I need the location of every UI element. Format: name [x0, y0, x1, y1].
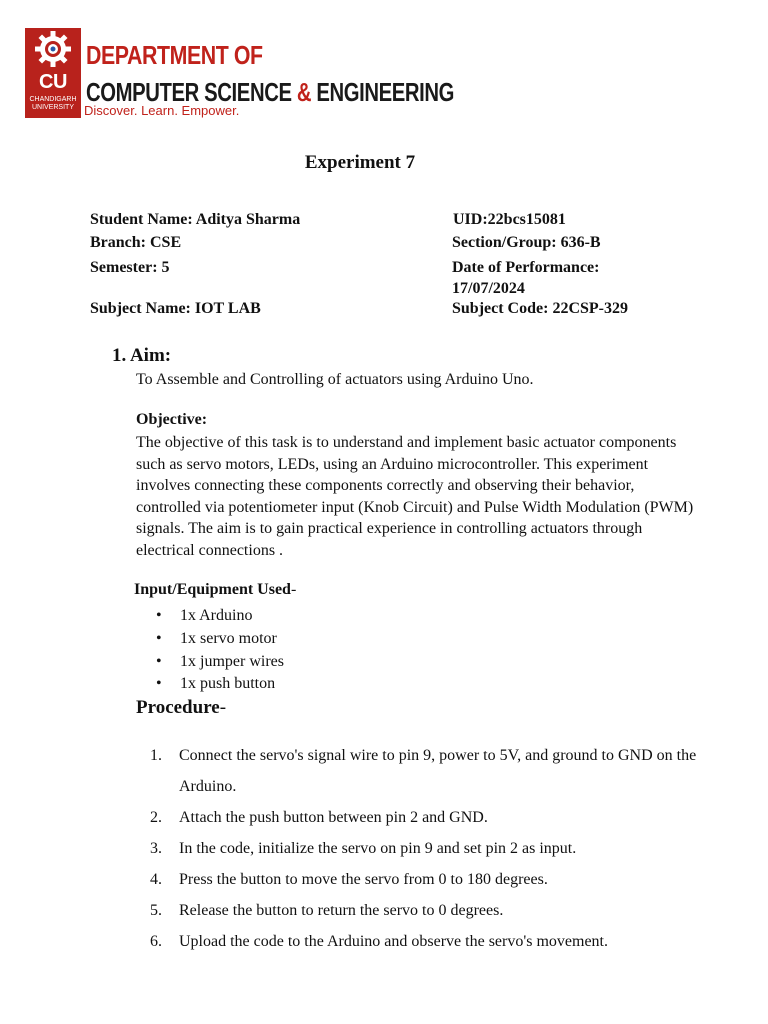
step-text-continued: Arduino. — [179, 778, 237, 795]
subject-name: Subject Name: IOT LAB — [90, 300, 261, 317]
list-item — [136, 628, 284, 651]
step-number: 3. — [150, 840, 162, 857]
student-name: Student Name: Aditya Sharma — [90, 211, 301, 228]
bullet: • — [156, 607, 162, 624]
equipment-list — [136, 605, 284, 696]
objective-line: controlled via potentiometer input (Knob Circuit) and Pulse Width Modulation (PWM) — [136, 498, 694, 516]
list-item — [136, 651, 284, 674]
step-number: 4. — [150, 871, 162, 888]
dept-line2-main: COMPUTER SCIENCE — [86, 77, 297, 107]
equipment-heading-text: Input/Equipment Used — [134, 581, 291, 598]
objective-paragraph — [136, 432, 756, 561]
objective-line: such as servo motors, LEDs, using an Arduino microcontroller. This experiment — [136, 455, 649, 473]
list-item — [150, 833, 765, 864]
list-item — [136, 605, 284, 628]
step-number: 2. — [150, 809, 162, 826]
bullet: • — [156, 629, 162, 647]
step-number: 5. — [150, 902, 162, 919]
section-group: Section/Group: 636-B — [452, 234, 601, 251]
step-text: Upload the code to the Arduino and observe the servo's movement. — [179, 933, 608, 950]
objective-line: involves connecting these components correctly and observing their behavior, — [136, 477, 635, 494]
procedure-steps — [150, 740, 765, 957]
step-text: In the code, initialize the servo on pin 9 and set pin 2 as input. — [179, 840, 577, 857]
gear-emblem-icon — [25, 28, 81, 72]
semester: Semester: 5 — [90, 259, 170, 276]
step-text: Connect the servo's signal wire to pin 9, power to 5V, and ground to GND on the — [179, 747, 697, 764]
dept-line2-ampersand: & — [296, 77, 317, 107]
equipment-item: 1x jumper wires — [180, 652, 284, 670]
equipment-heading-dash: - — [290, 581, 297, 598]
experiment-title: Experiment 7 — [304, 152, 416, 173]
logo-university-text: CHANDIGARH UNIVERSITY — [29, 96, 77, 111]
objective-heading: Objective: — [136, 411, 208, 428]
procedure-heading-text: Procedure — [136, 697, 220, 718]
procedure-heading — [136, 697, 226, 719]
step-text: Release the button to return the servo to 0 degrees. — [179, 902, 504, 919]
dept-line2-end: ENGINEERING — [316, 77, 455, 107]
bullet: • — [156, 675, 162, 693]
list-item — [150, 864, 765, 895]
department-title-line1: DEPARTMENT OF — [86, 40, 263, 70]
aim-text: To Assemble and Controlling of actuators using Arduino Uno. — [136, 371, 534, 388]
logo-cu-text: CU — [39, 71, 67, 93]
equipment-item: 1x servo motor — [180, 629, 277, 647]
date-of-performance-value: 17/07/2024 — [452, 280, 525, 297]
university-logo — [25, 28, 81, 118]
list-item — [136, 673, 284, 696]
equipment-item: 1x Arduino — [180, 607, 253, 624]
objective-line: The objective of this task is to understand and implement basic actuator components — [136, 434, 677, 451]
branch: Branch: CSE — [90, 234, 182, 251]
objective-line: electrical connections . — [136, 541, 284, 559]
subject-code: Subject Code: 22CSP-329 — [452, 300, 628, 317]
list-item — [150, 740, 765, 771]
list-item — [150, 802, 765, 833]
step-number: 1. — [150, 747, 162, 764]
step-text: Attach the push button between pin 2 and GND. — [179, 809, 488, 826]
student-uid: UID:22bcs15081 — [453, 211, 566, 228]
equipment-item: 1x push button — [180, 675, 276, 693]
procedure-heading-dash: - — [219, 697, 227, 718]
date-of-performance-label: Date of Performance: — [452, 259, 600, 276]
aim-heading: 1. Aim: — [112, 345, 172, 366]
step-number: 6. — [150, 933, 162, 950]
list-item — [150, 895, 765, 926]
equipment-heading — [134, 581, 296, 599]
bullet: • — [156, 652, 162, 670]
list-item — [150, 771, 765, 802]
step-number-spacer — [150, 771, 179, 802]
list-item — [150, 926, 765, 957]
step-text: Press the button to move the servo from 0 to 180 degrees. — [179, 871, 548, 888]
tagline: Discover. Learn. Empower. — [84, 103, 240, 118]
objective-line: signals. The aim is to gain practical experience in controlling actuators through — [136, 520, 643, 537]
